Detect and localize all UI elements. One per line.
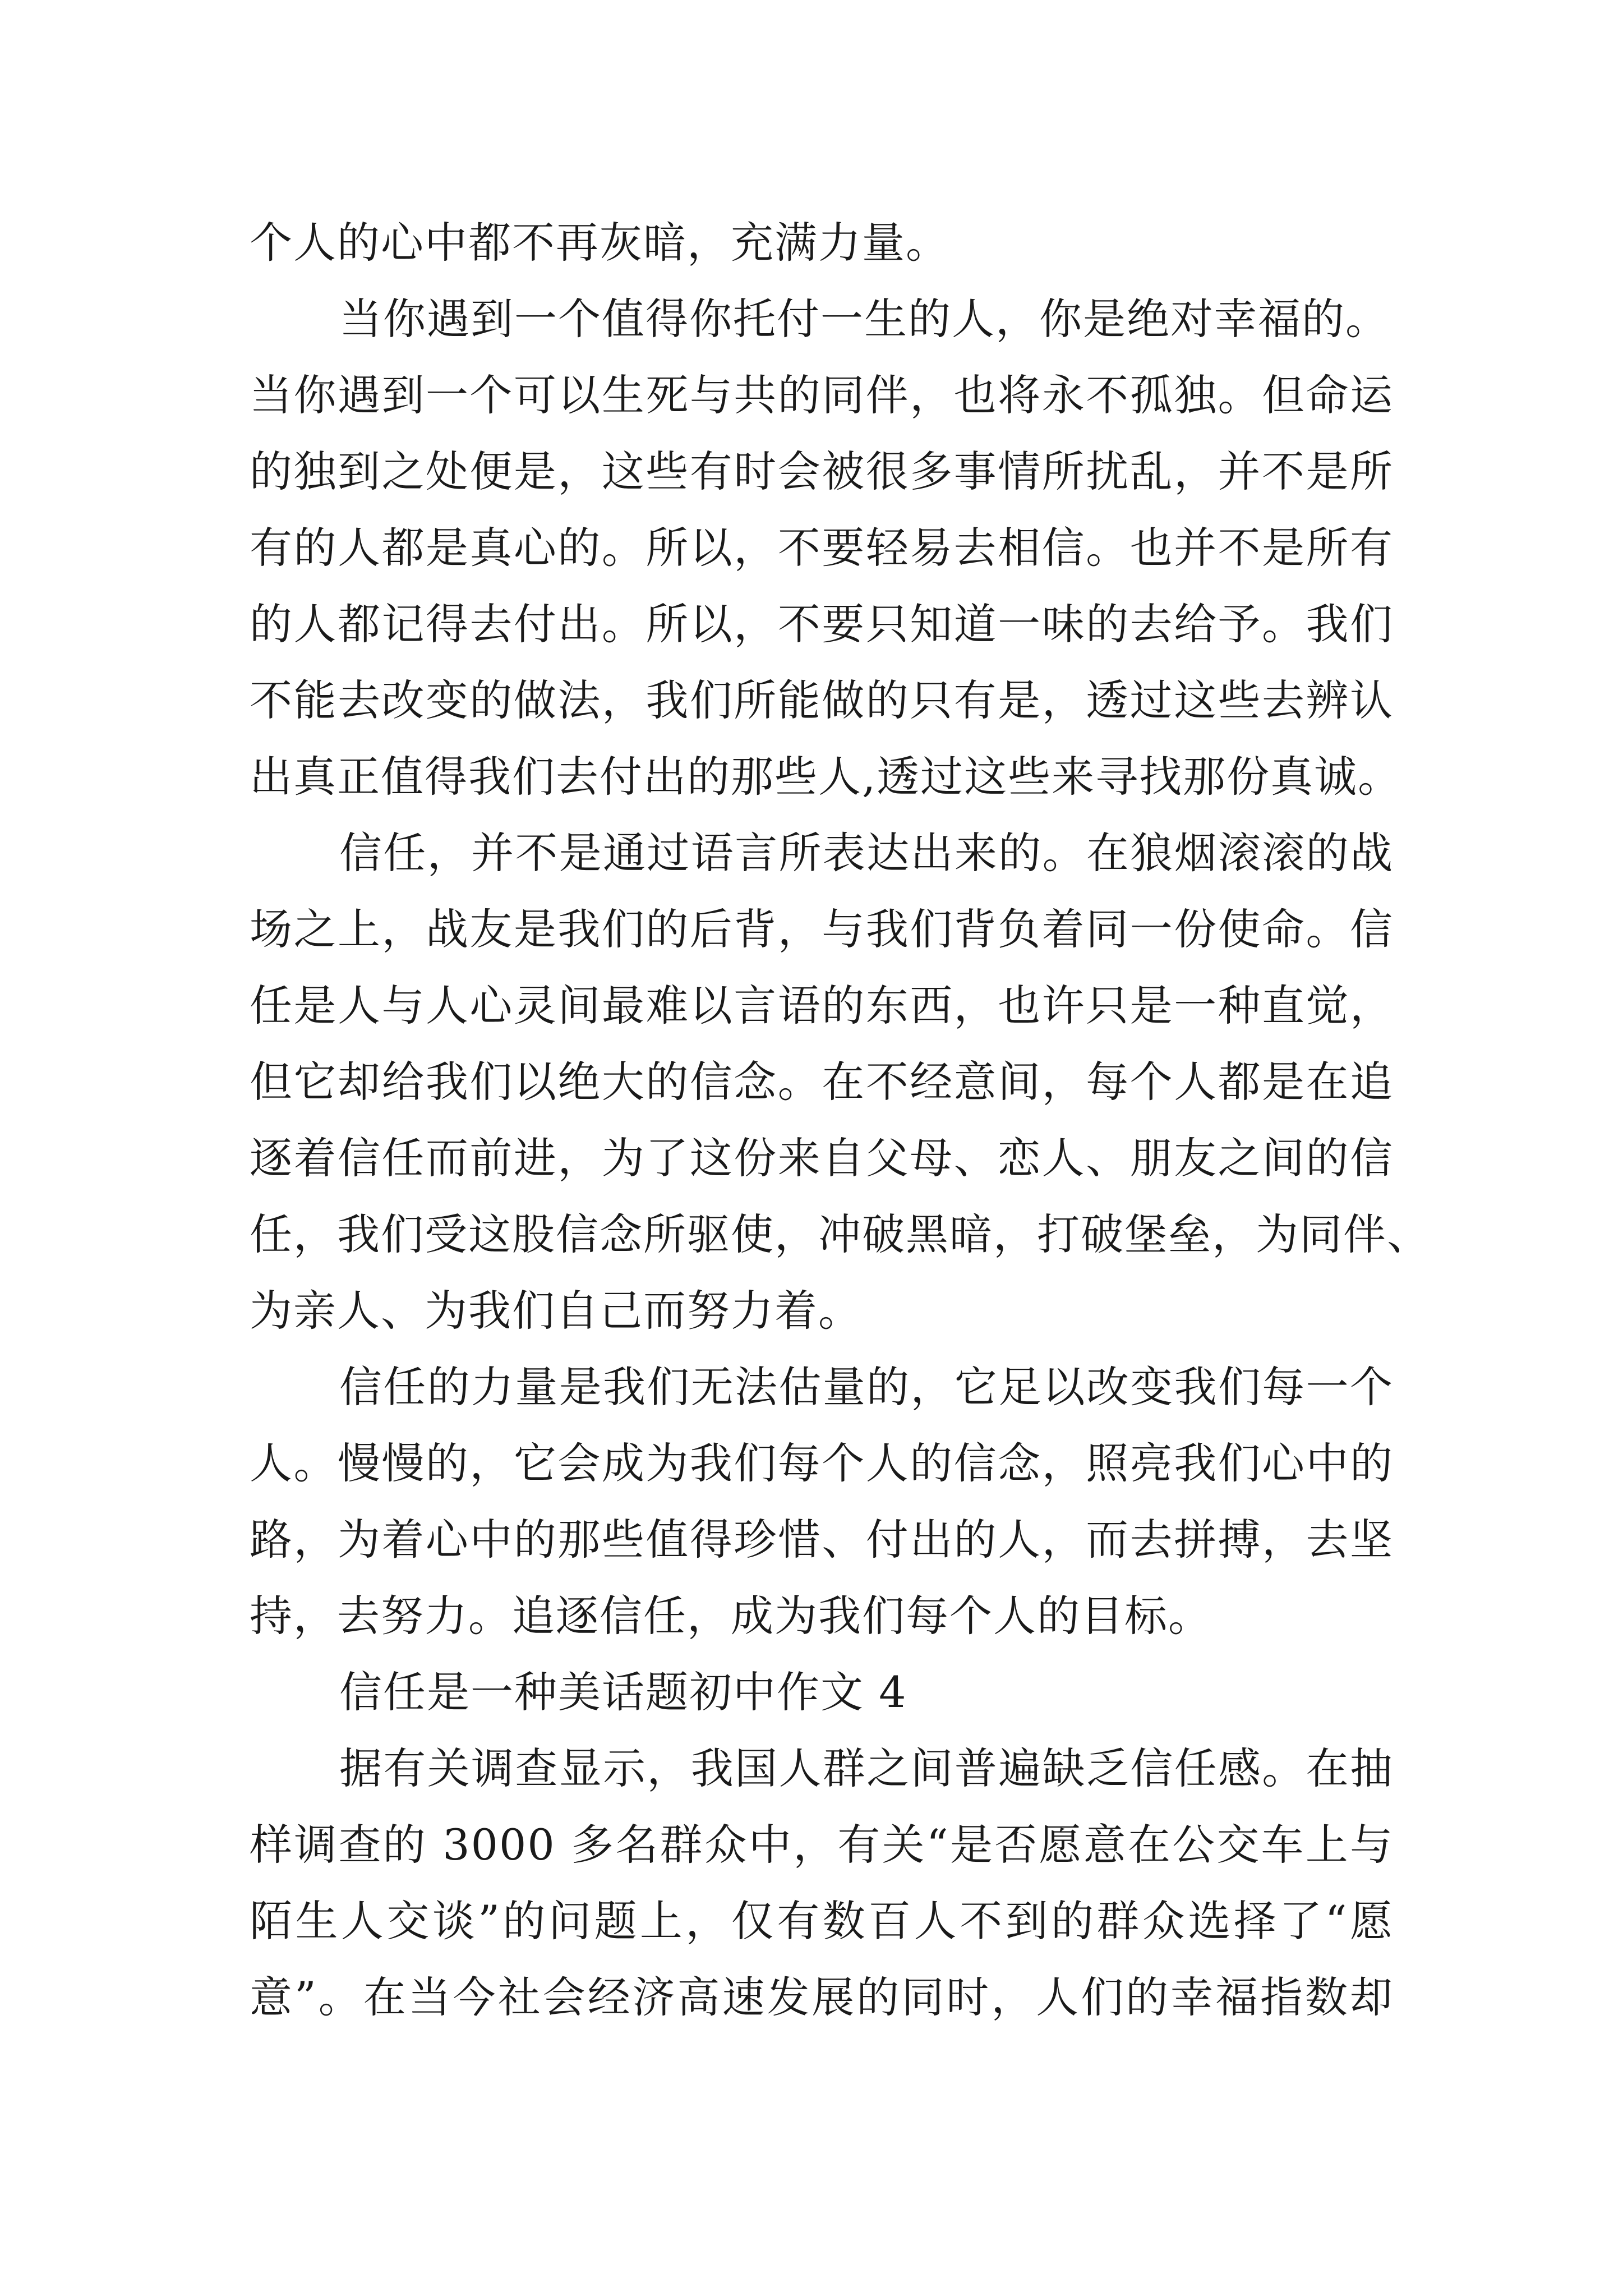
text-line: 逐着信任而前进，为了这份来自父母、恋人、朋友之间的信 [250, 1133, 1394, 1183]
text-line: 场之上，战友是我们的后背，与我们背负着同一份使命。信 [250, 904, 1394, 954]
text-line: 路，为着心中的那些值得珍惜、付出的人，而去拼搏，去坚 [250, 1515, 1394, 1565]
text-line: 任，我们受这股信念所驱使，冲破黑暗，打破堡垒，为同伴、 [250, 1209, 1431, 1259]
paragraph-start-line: 据有关调查显示，我国人群之间普遍缺乏信任感。在抽 [339, 1743, 1394, 1793]
text-line: 的人都记得去付出。所以，不要只知道一味的去给予。我们 [250, 599, 1394, 649]
text-line: 陌生人交谈”的问题上，仅有数百人不到的群众选择了“愿 [250, 1896, 1394, 1946]
text-line: 有的人都是真心的。所以，不要轻易去相信。也并不是所有 [250, 523, 1394, 573]
text-line: 任是人与人心灵间最难以言语的东西，也许只是一种直觉， [250, 981, 1394, 1030]
text-line: 为亲人、为我们自己而努力着。 [250, 1286, 862, 1336]
section-heading: 信任是一种美话题初中作文 4 [339, 1667, 907, 1717]
text-line: 不能去改变的做法，我们所能做的只有是，透过这些去辨认 [250, 675, 1394, 725]
text-line: 人。慢慢的，它会成为我们每个人的信念，照亮我们心中的 [250, 1438, 1394, 1488]
paragraph-start-line: 当你遇到一个值得你托付一生的人，你是绝对幸福的。 [339, 294, 1389, 344]
text-line: 个人的心中都不再灰暗，充满力量。 [250, 218, 949, 268]
paragraph-start-line: 信任的力量是我们无法估量的，它足以改变我们每一个 [339, 1362, 1394, 1412]
paragraph-start-line: 信任，并不是通过语言所表达出来的。在狼烟滚滚的战 [339, 828, 1394, 878]
text-line: 出真正值得我们去付出的那些人,透过这些来寻找那份真诚。 [250, 752, 1402, 802]
text-line: 持，去努力。追逐信任，成为我们每个人的目标。 [250, 1591, 1212, 1641]
text-line: 样调查的 3000 多名群众中，有关“是否愿意在公交车上与 [250, 1820, 1394, 1870]
text-line: 当你遇到一个可以生死与共的同伴，也将永不孤独。但命运 [250, 370, 1394, 420]
text-line: 但它却给我们以绝大的信念。在不经意间，每个人都是在追 [250, 1057, 1394, 1107]
text-line: 的独到之处便是，这些有时会被很多事情所扰乱，并不是所 [250, 447, 1394, 496]
body-text [250, 205, 1431, 2036]
text-line: 意”。在当今社会经济高速发展的同时，人们的幸福指数却 [250, 1972, 1394, 2022]
